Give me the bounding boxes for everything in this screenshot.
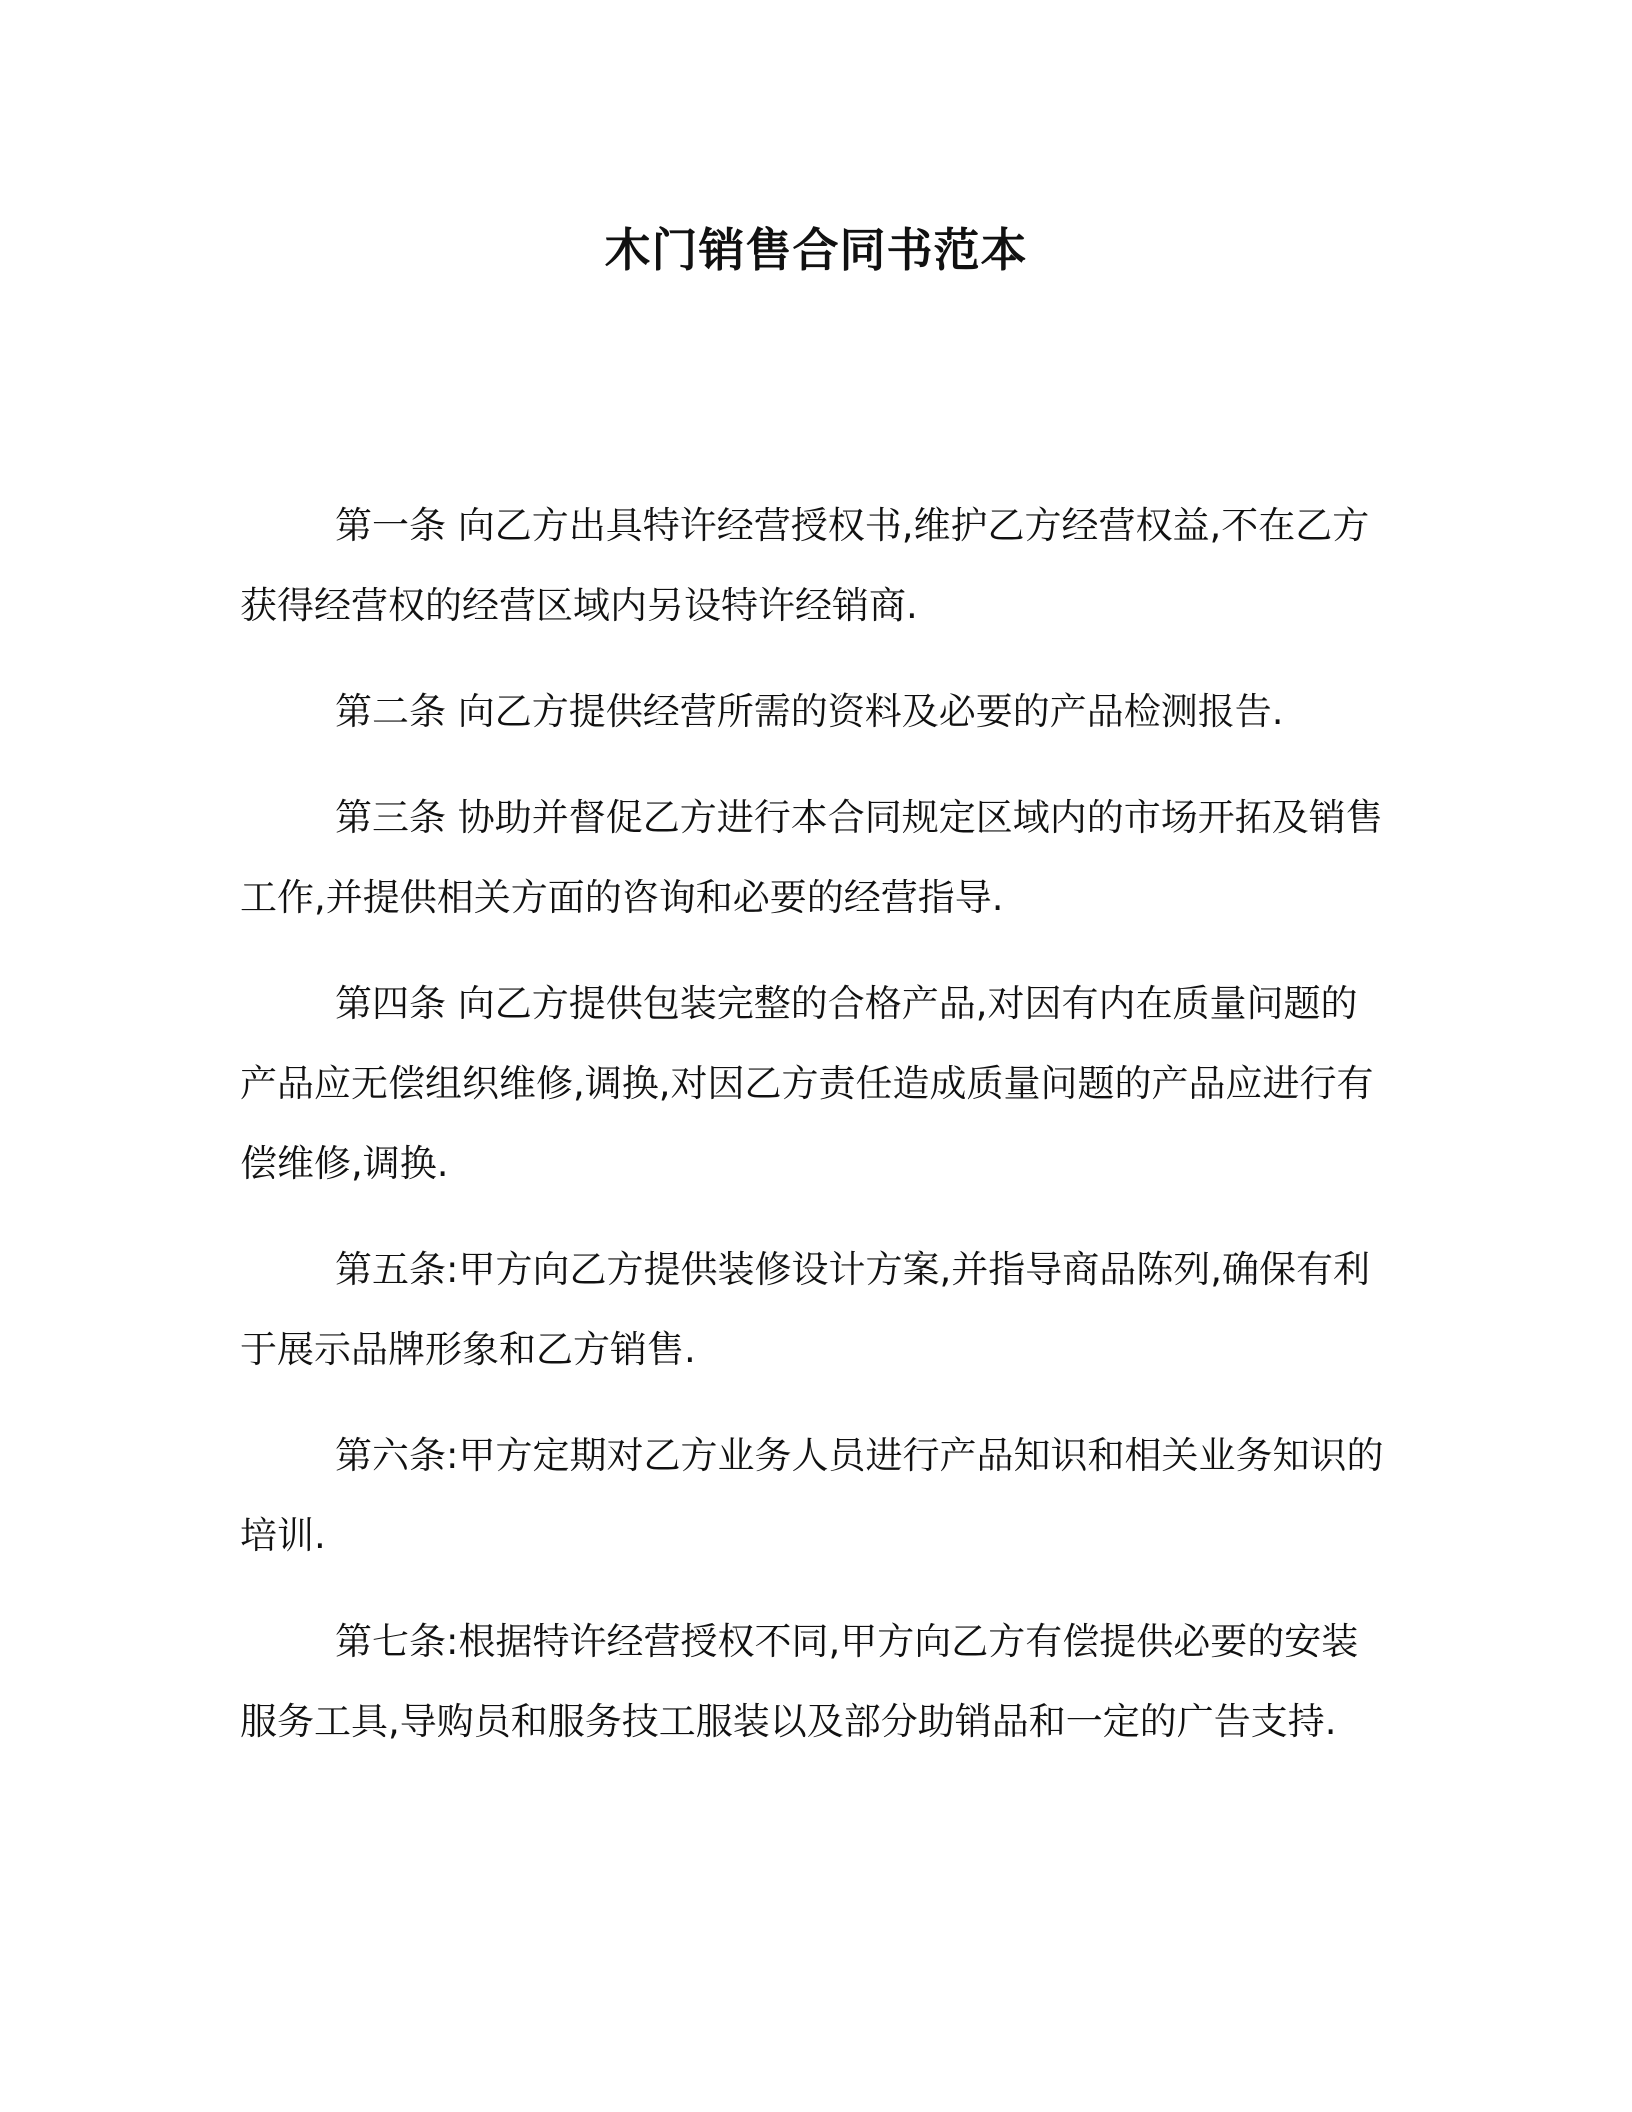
article-2: 第二条 向乙方提供经营所需的资料及必要的产品检测报告. [335, 690, 1284, 733]
article-6: 第六条:甲方定期对乙方业务人员进行产品知识和相关业务知识的培训. [240, 1434, 1384, 1557]
article-5: 第五条:甲方向乙方提供装修设计方案,并指导商品陈列,确保有利于展示品牌形象和乙方销售. [240, 1248, 1370, 1371]
article-3: 第三条 协助并督促乙方进行本合同规定区域内的市场开拓及销售工作,并提供相关方面的咨询和必要的经营指导. [240, 796, 1383, 919]
article-7: 第七条:根据特许经营授权不同,甲方向乙方有偿提供必要的安装服务工具,导购员和服务技工服装以及部分助销品和一定的广告支持. [240, 1620, 1359, 1743]
document-title: 木门销售合同书范本 [604, 223, 1028, 277]
article-4: 第四条 向乙方提供包装完整的合格产品,对因有内在质量问题的产品应无偿组织维修,调换,对因乙方责任造成质量问题的产品应进行有偿维修,调换. [240, 982, 1374, 1185]
article-1: 第一条 向乙方出具特许经营授权书,维护乙方经营权益,不在乙方获得经营权的经营区域内另设特许经销商. [240, 504, 1370, 627]
document-body [240, 486, 1390, 1788]
